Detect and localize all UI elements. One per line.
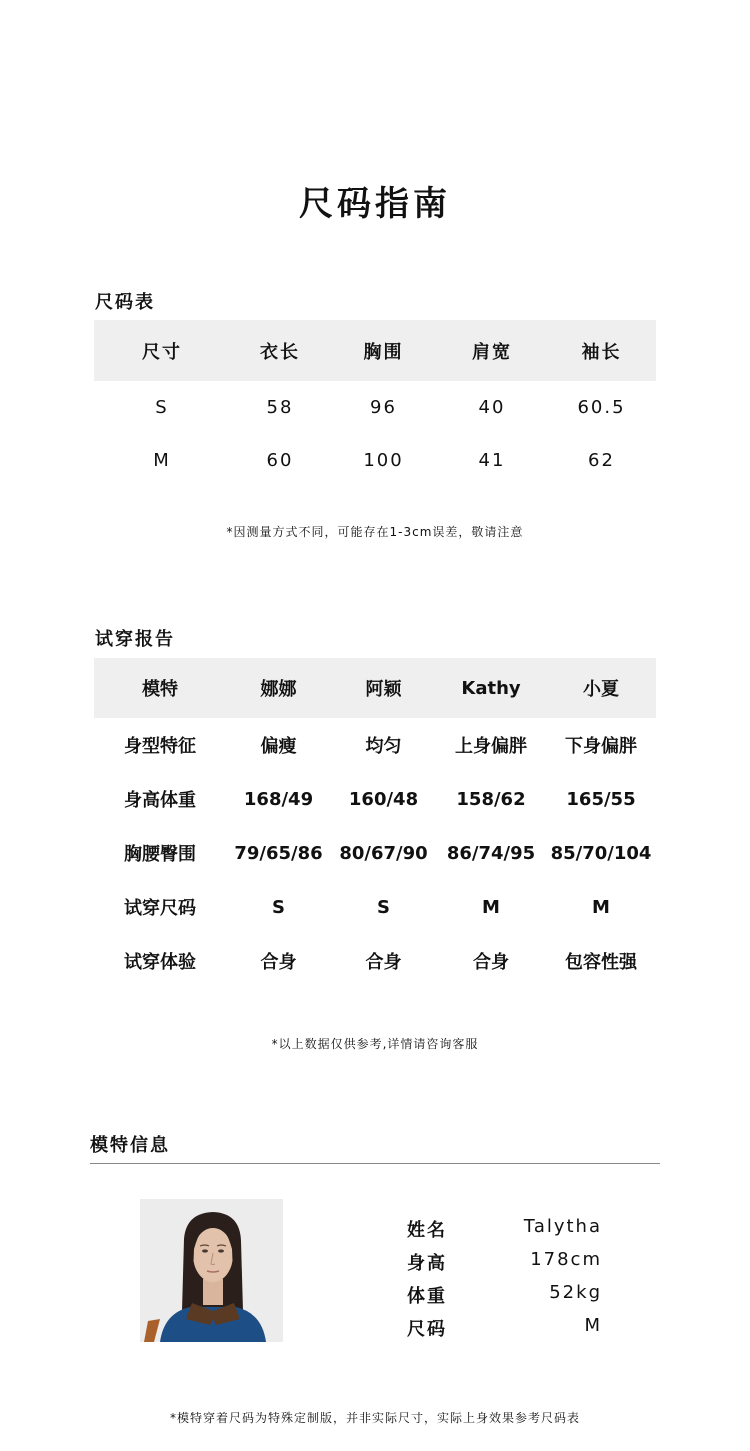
fit-report-note: *以上数据仅供参考,详情请咨询客服: [271, 1037, 479, 1051]
table-cell: 165/55: [566, 788, 636, 810]
header-cell: 模特: [94, 658, 226, 718]
model-name-label: 姓名: [407, 1220, 447, 1241]
header-cell: 娜娜: [226, 658, 331, 718]
table-cell: 40: [478, 396, 506, 418]
table-cell: 合身: [365, 952, 402, 973]
model-photo: [140, 1199, 283, 1342]
model-portrait-image: [140, 1199, 283, 1342]
table-row: [94, 718, 656, 772]
table-cell: 试穿体验: [124, 952, 196, 973]
table-cell: 上身偏胖: [455, 736, 527, 757]
table-cell: 62: [588, 449, 615, 471]
table-cell: S: [272, 896, 285, 918]
size-chart-note: *因测量方式不同，可能存在1-3cm误差，敬请注意: [226, 525, 524, 539]
table-cell: 胸腰臀围: [124, 844, 196, 865]
section-divider: [90, 1163, 660, 1164]
table-cell: 合身: [473, 952, 509, 973]
model-info-title: 模特信息: [90, 1135, 170, 1156]
table-cell: 158/62: [456, 788, 526, 810]
table-cell: 试穿尺码: [124, 898, 196, 919]
page-title: 尺码指南: [299, 184, 451, 224]
table-cell: 60.5: [577, 396, 626, 418]
header-cell: 衣长: [230, 320, 330, 381]
header-cell: 小夏: [546, 658, 656, 718]
model-size-value: M: [584, 1315, 602, 1336]
size-chart-header-row: [94, 320, 656, 381]
table-cell: 41: [478, 449, 506, 471]
table-cell: 86/74/95: [446, 842, 536, 864]
table-cell: 身型特征: [124, 736, 196, 757]
header-cell: Kathy: [436, 658, 546, 718]
model-name-value: Talytha: [523, 1216, 602, 1237]
table-row: [94, 826, 656, 880]
size-chart-title: 尺码表: [95, 292, 155, 313]
model-weight-label: 体重: [407, 1286, 447, 1307]
fit-report-table: [94, 658, 656, 988]
model-size-label: 尺码: [407, 1319, 447, 1340]
table-row: [94, 381, 656, 433]
size-chart-table: [94, 320, 656, 487]
model-height-label: 身高: [407, 1253, 447, 1274]
table-cell: 下身偏胖: [565, 736, 637, 757]
header-cell: 胸围: [330, 320, 437, 381]
table-cell: 85/70/104: [550, 842, 652, 864]
table-cell: 包容性强: [565, 952, 637, 973]
table-cell: S: [155, 396, 169, 418]
table-cell: 60: [266, 449, 294, 471]
table-cell: 均匀: [365, 736, 402, 757]
table-cell: 100: [363, 449, 404, 471]
table-cell: 79/65/86: [234, 842, 323, 864]
table-row: [94, 934, 656, 988]
fit-report-header-row: [94, 658, 656, 718]
table-cell: 身高体重: [124, 790, 196, 811]
table-row: [94, 433, 656, 487]
table-cell: 96: [370, 396, 397, 418]
header-cell: 袖长: [547, 320, 656, 381]
model-height-value: 178cm: [530, 1249, 602, 1270]
table-cell: 偏瘦: [260, 736, 297, 757]
table-cell: 168/49: [243, 788, 314, 810]
fit-report-title: 试穿报告: [95, 629, 175, 650]
table-cell: M: [482, 896, 500, 918]
table-row: [94, 880, 656, 934]
table-cell: M: [592, 896, 610, 918]
header-cell: 阿颖: [331, 658, 436, 718]
model-info-note: *模特穿着尺码为特殊定制版，并非实际尺寸，实际上身效果参考尺码表: [169, 1411, 580, 1425]
table-cell: 合身: [260, 952, 297, 973]
table-row: [94, 772, 656, 826]
header-cell: 尺寸: [94, 320, 230, 381]
table-cell: 58: [266, 396, 294, 418]
model-weight-value: 52kg: [549, 1282, 602, 1303]
header-cell: 肩宽: [437, 320, 547, 381]
table-cell: 160/48: [348, 788, 419, 810]
table-cell: M: [153, 449, 171, 471]
table-cell: S: [377, 896, 390, 918]
table-cell: 80/67/90: [339, 842, 428, 864]
